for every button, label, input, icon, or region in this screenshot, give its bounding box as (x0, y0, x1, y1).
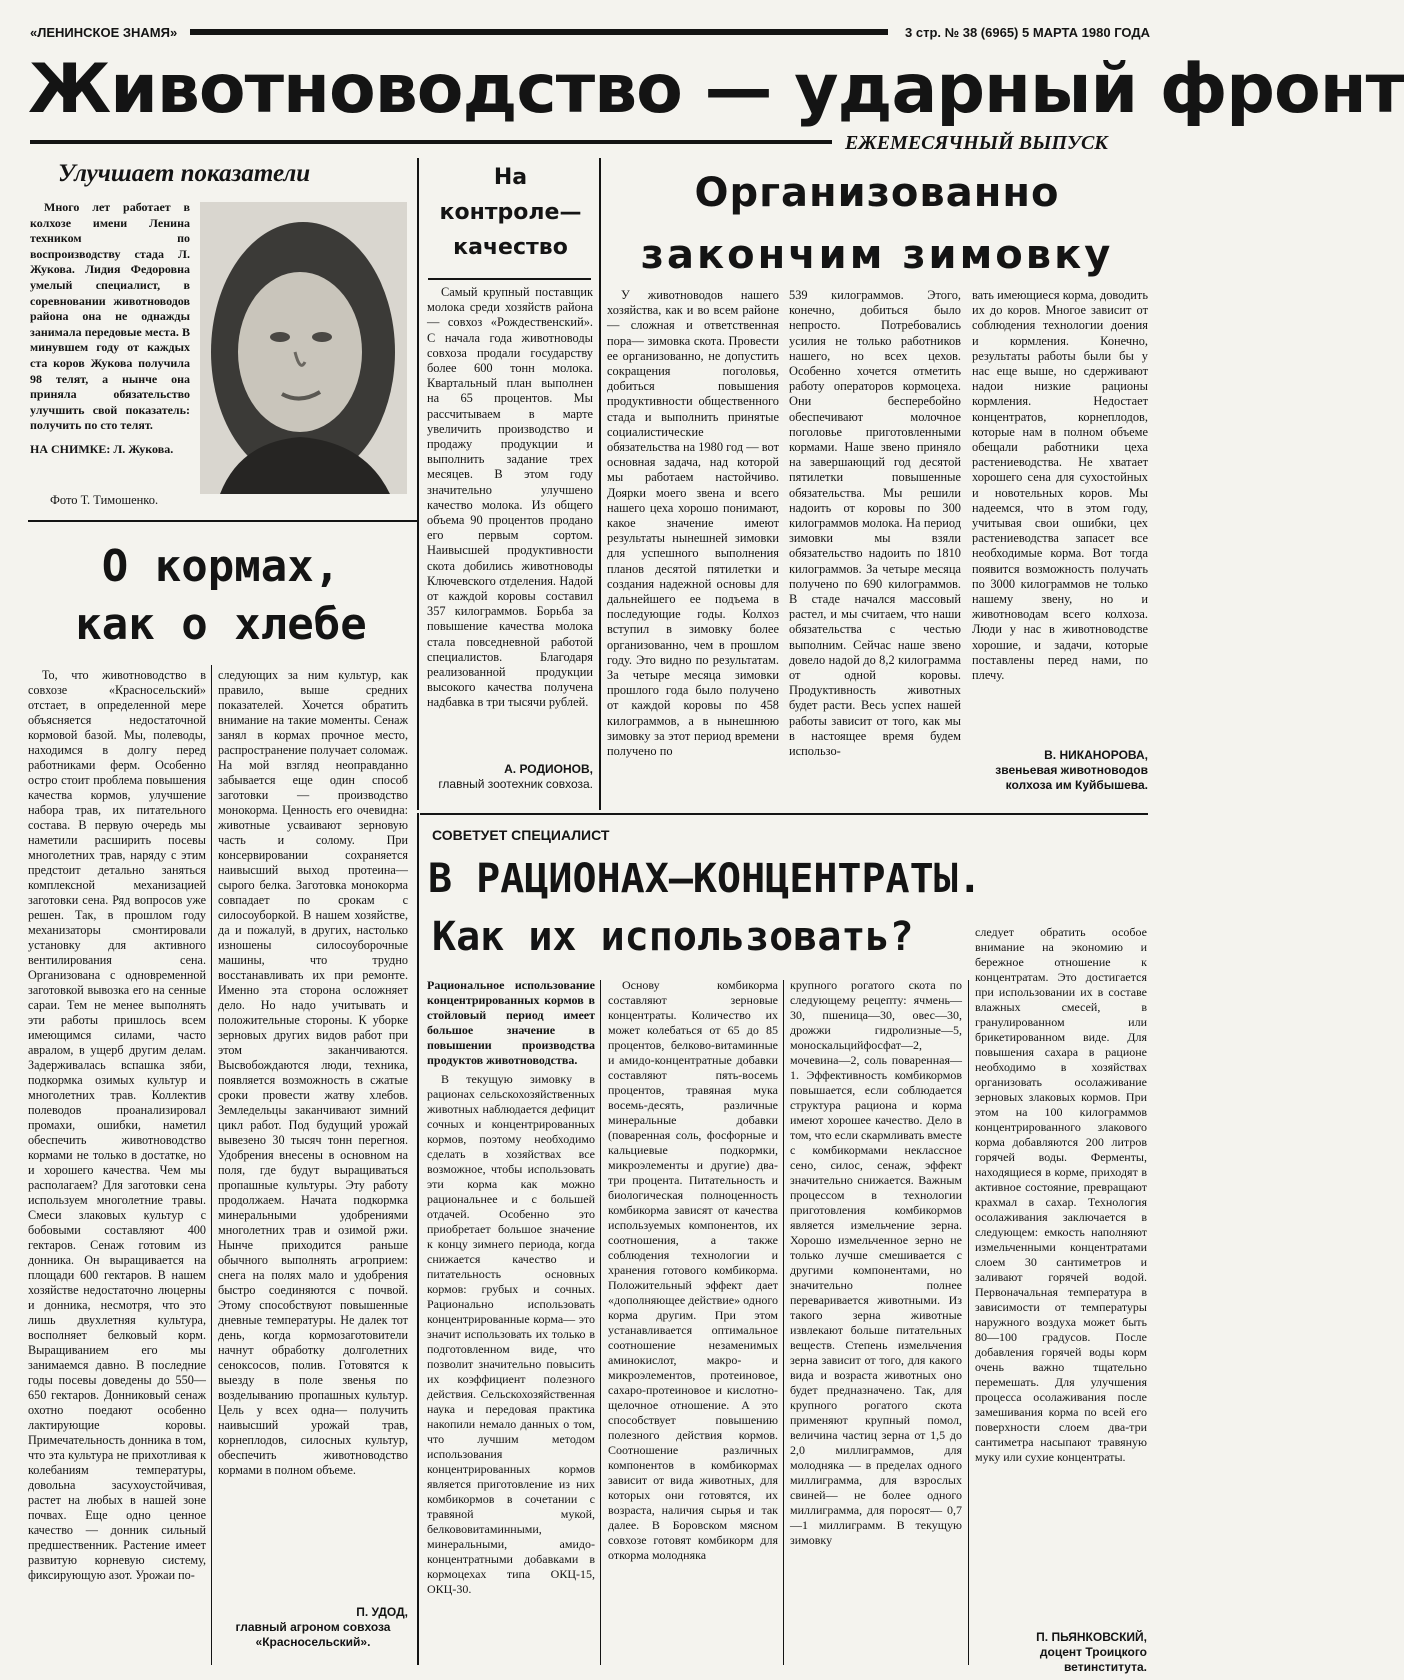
col-divider-4 (417, 813, 419, 1665)
article3-text-2: 539 килограммов. Этого, конечно, добиться было непросто. Потребовались усилия не только работников нашего, но всех цехов. Особенно хочется отметить работу операторов кормоцеха. Они бесперебойно обеспечивают молочное поголовье приготовленными кормами. Наше звено приняло на завершающий год десятой пятилетки повышенные обязательства. Мы решили надоить от коровы по 300 килограммов молока. На период зимовки мы взяли обязательство надоить по 1810 килограммов. За четыре месяца получено по 690 килограммов. В стаде начался массовый растел, и мы считаем, что наши обязательства с честью выполним. Сейчас наше звено довело надой до 8,2 килограмма от одной коровы. Продуктивность животных будет расти. Весь успех нашей работы зависит от того, как мы в настоящее время будем использо- (789, 288, 961, 759)
article2-title-line3: качество (453, 235, 568, 260)
article2-rule (428, 278, 591, 280)
article1-title: Улучшает показатели (58, 160, 311, 187)
monthly-issue-label: ЕЖЕМЕСЯЧНЫЙ ВЫПУСК (845, 132, 1108, 154)
article4-text-2: следующих за ним культур, как правило, выше средних показателей. Хочется обратить внимание на такие моменты. Сенаж занял в кормах прочное место, распространение получает соломаж. На мой взгляд неоправданно забывается еще один способ заготовки — производство монокорма. Ценность его очевидна: животные усваивают зерновую часть и солому. При консервировании сохраняется наивысший выход протеина—сырого белка. Заготовка монокорма совпадает по срокам с силосоуборкой. В нашем хозяйстве, да и пожалуй, в других, настолько изношены силосоуборочные машины, что трудно восстанавливать их при ремонте. Именно эта сторона осложняет дело. Но надо учитывать и положительные стороны. К уборке зерновых других видов работ при этом заканчиваются. Высвобождаются люди, техника, появляется возможность в сжатые сроки провести жатву хлебов. Земледельцы заканчивают зимний цикл работ. Под будущий урожай вывезено 30 тысяч тонн перегноя. Удобрения внесены в основном на поля, где будут выращиваться пропашные культуры. Эту работу продолжаем. Начата подкормка минеральными удобрениями многолетних трав и озимой ржи. Нынче приходится раньше обычного выполнять агроприем: снега на полях мало и удобрения быстро соединяются с почвой. Этому способствуют повышенные дневные температуры. Не далек тот день, когда кормозаготовители начнут обработку долголетних сеноксосов, полив. Готовятся к выезду в поле звенья по возделыванию пропашных культур. Цель у всех одна— получить наивысший урожай трав, корнеплодов, силосных культур, обеспечить животноводство кормами в полном объеме. (218, 668, 408, 1477)
article5-title (428, 850, 988, 966)
article5-signature (975, 1630, 1147, 1675)
col-divider-5 (968, 980, 969, 1665)
article2-author: А. РОДИОНОВ, (504, 762, 593, 776)
article3-signature (972, 748, 1148, 793)
article3-author: В. НИКАНОРОВА, (1044, 748, 1148, 762)
portrait-photo (200, 202, 407, 494)
col-divider-1 (417, 158, 419, 810)
article4-text-1: То, что животноводство в совхозе «Красносельский» отстает, в определенной мере объясняется недостаточной кормовой базой. Мы, полеводы, находимся в долгу перед работниками ферм. Особенно остро стоит проблема повышения качества кормов, улучшение набора трав, их питательного состава. В первую очередь мы наметили расширить посевы многолетних трав, наряду с этим предстоит детально заняться комплексной механизацией заготовки сена. Ряд вопросов уже решен. Так, в прошлом году механизаторы смонтировали установку для активного вентилирования сена. Организована с одновременной заготовкой вывозка его на сенные сараи. Тем не менее выполнять эти работы пришлось всем имеющимся силами, часто авралом, в ущерб другим делам. Задерживалась вспашка зяби, подкормка озимых культур и многолетних трав. Коллектив полеводов проанализировал промахи, ошибки, наметил обеспечить животноводство кормами не только в достатке, но и хорошего качества. Чем мы располагаем? Для заготовки сена используем многолетние травы. Смеси злаковых культур с бобовыми составляют 400 гектаров. Сенаж готовим из донника. Он выращивается на площади 600 гектаров. В нашем хозяйстве недостаточно люцерны и донника, несмотря, что это лишь двухлетняя культура, восполняет белковый корм. Выращиванием его мы занимаемся давно. В последние годы посевы доведены до 550—650 гектаров. Донниковый сенаж охотно поедают особенно лактирующие коровы. Примечательность донника в том, что эта культура не прихотливая к колебаниям температуры, довольна засухоустойчивая, растет на любых в нашей зоне почвах. Еще одно ценное качество — донник сильный предшественник. Растение имеет развитую корневую систему, фиксирующую азот. Урожаи по- (28, 668, 206, 1582)
article2-title (428, 160, 593, 265)
article2-text: Самый крупный поставщик молока среди хозяйств района— совхоз «Рождественский». С начала года животноводы совхоза продали государству более 600 тонн молока. Квартальный план выполнен на 65 процентов. Мы рассчитываем в марте увеличить производство и продажу продукции и выполнить задание трех месяцев. В этом году значительно улучшено качество молока. Из общего объема 90 процентов продано его первым сортом. Наивысшей продуктивности скота добились животноводы Ключевского отделения. Надой от каждой коровы составил 357 килограммов. Борьба за повышение качества молока стала повседневной работой специалистов. Благодаря реализованной продукции высокого качества получена надбавка в три тысячи рублей. (427, 285, 593, 710)
col-divider-7 (783, 980, 784, 1665)
masthead-rule (30, 140, 832, 144)
article2-author-title: главный зоотехник совхоза. (438, 777, 593, 791)
article5-col3 (790, 978, 962, 1663)
newspaper-name: «ЛЕНИНСКОЕ ЗНАМЯ» (30, 25, 178, 40)
article4-title-line2: как о хлебе (75, 599, 367, 650)
article4-title (28, 538, 414, 654)
section-rule-1 (28, 520, 417, 522)
top-line (30, 25, 1150, 39)
article3-col1 (607, 288, 779, 808)
article5-col1 (427, 978, 595, 1663)
article5-text-1: В текущую зимовку в рационах сельскохозяйственных животных наблюдается дефицит сочных и концентрированных кормов, поэтому необходимо сделать в хозяйствах все возможное, чтобы использовать эти корма как можно рациональнее и с большей отдачей. Особенно это приобретает большое значение к концу зимнего периода, когда снижается качество и питательность основных кормов: грубых и сочных. Рационально использовать концентрированные корма— это значит использовать их только в подготовленном виде, что позволит значительно повысить их коэффициент полезного действия. Сельскохозяйственная наука и передовая практика накопили немало данных о том, что лучшим методом использования концентрированных кормов является приготовление из них комбикормов в сочетании с травяной мукой, белкововитаминными, минеральными, амидо-концентратными добавками в кормоцехах типа ОКЦ-15, ОКЦ-30. (427, 1072, 595, 1596)
article4-signature (218, 1605, 408, 1650)
col-divider-2 (599, 158, 601, 810)
top-rule (190, 29, 888, 35)
article5-text-2: Основу комбикорма составляют зерновые концентраты. Количество их может колебаться от 65 до 85 процентов, белково-витаминные и амидо-концентратные добавки составляют пять-восемь процентов, травяная мука восемь-десять, различные минеральные добавки (поваренная соль, фосфорные и кальциевые подкормки, микроэлементы и другие) два-три процента. Питательность и биологическая полноценность комбикорма зависят от качества используемых компонентов, их соотношения, а также соблюдения технологии и хранения готового комбикорма. Положительный эффект дает «дополняющее действие» одного корма другим. При этом устанавливается оптимальное соотношение незаменимых аминокислот, макро- и микроэлементов, протеиновое, сахаро-протеиновое и кислотно-щелочное отношение. А это способствует повышению полезного действия кормов. Соотношение различных компонентов в комбикормах зависит от вида животных, для которых они готовятся, их возраста, наличия сырья и так далее. В Боровском мясном совхозе готовят комбикорм для откорма молодняка (608, 978, 778, 1562)
article3-text-3: вать имеющиеся корма, доводить их до коров. Многое зависит от соблюдения технологии доения и кормления. Конечно, результаты работы были бы у нас еще выше, но сдерживают надои низкие рационы кормления. Недостает концентратов, корнеплодов, которые нам в полном объеме обещали работники цеха растениеводства. Не хватает хорошего сена для сухостойных и новотельных коров. Мы надеемся, что в этом году, учитывая свои ошибки, цех растениеводства запасет все необходимые корма. Вот тогда появится возможность получать по 3000 килограммов не только нашему звену, но и животноводам всего колхоза. Люди у нас в животноводстве хорошие, и задачи, которые поставлены перед нами, по плечу. (972, 288, 1148, 683)
article4-title-line1: О кормах, (101, 541, 341, 592)
col-divider-6 (600, 980, 601, 1665)
portrait-image (200, 202, 407, 494)
article4-col1 (28, 668, 206, 1663)
article3-title (606, 162, 1148, 286)
article3-title-line2: закончим зимовку (640, 232, 1114, 278)
article5-kicker: СОВЕТУЕТ СПЕЦИАЛИСТ (432, 827, 610, 843)
section-rule-2 (420, 813, 1148, 815)
issue-info: 3 стр. № 38 (6965) 5 МАРТА 1980 ГОДА (905, 25, 1150, 40)
article2-title-line1: На (493, 165, 528, 190)
col-divider-3 (211, 665, 212, 1665)
article2-body (427, 285, 593, 760)
article5-author: П. ПЬЯНКОВСКИЙ, (1036, 1630, 1147, 1644)
article3-title-line1: Организованно (694, 170, 1060, 216)
article3-author-title: звеньевая животноводов колхоза им Куйбышева. (995, 763, 1148, 792)
article2-signature (427, 762, 593, 792)
article2-title-line2: контроле— (439, 200, 582, 225)
article3-col2 (789, 288, 961, 808)
article5-col2 (608, 978, 778, 1663)
article5-text-4: следует обратить особое внимание на экономию и бережное отношение к концентратам. Это достигается при использовании их в составе влажных смесей, в гранулированном или брикетированном виде. Для повышения сахара в рационе необходимо в хозяйствах организовать осолаживание зерновых злаковых кормов. При этом на 100 килограммов концентрированного злакового корма добавляются 200 литров горячей воды. Ферменты, находящиеся в корме, приходят в активное состояние, превращают крахмал в сахар. Технология осолаживания заключается в следующем: емкость наполняют измельченными концентратами слоем 30 сантиметров и заливают горячей водой. Первоначальная температура в зависимости от температуры наружного воздуха может быть 80—100 градусов. После добавления горячей воды корм очень важно тщательно перемешать. Для улучшения процесса осолаживания после замешивания корма по всей его поверхности слоем два-три сантиметра насыпают травяную муку или сухие концентраты. (975, 925, 1147, 1464)
article5-col4 (975, 925, 1147, 1625)
article5-author-title: доцент Троицкого ветинститута. (1039, 1645, 1147, 1674)
article5-title-line1: В РАЦИОНАХ—КОНЦЕНТРАТЫ. (428, 856, 982, 902)
article1-text: Много лет работает в колхозе имени Ленина техником по воспроизводству стада Л. Жукова. Лидия Федоровна умелый специалист, в соревновании животноводов района она не однажды занимала передовые места. В минувшем году от каждых ста коров Жукова получила 98 телят, а нынче она приняла обязательство улучшить свой показатель: получить по сто телят. (30, 200, 190, 433)
article5-lead: Рациональное использование концентрированных кормов в стойловый период имеет большое значение в повышении производства продуктов животноводства. (427, 978, 595, 1067)
photo-credit: Фото Т. Тимошенко. (50, 493, 159, 507)
article4-col2 (218, 668, 408, 1598)
article4-author: П. УДОД, (356, 1605, 408, 1619)
article5-text-3: крупного рогатого скота по следующему рецепту: ячмень—30, пшеница—30, овес—30, дрожжи гидролизные—5, моноскальцийфосфат—2, мочевина—2, соль поваренная—1. Эффективность комбикормов повышается, если соблюдается структура рациона и корма имеют хорошее качество. Дело в том, что если скармливать вместе с комбикормами неклассное сено, силос, сенаж, эффект значительно снижается. Важным процессом в технологии приготовления комбикормов является измельчение зерна. Хорошо измельченное зерно не только лучше смешивается с другими компонентами, но значительно полнее переваривается животными. Из такого зерна животные извлекают больше питательных веществ. Степень измельчения зерна зависит от того, для какого вида и возраста животных оно будет предназначено. Так, для крупного рогатого скота применяют крупный помол, величина частиц зерна от 1,5 до 2,0 миллиграммов, для молодняка — в пределах одного миллиграмма, для взрослых свиней— не более одного миллиграмма, для поросят— 0,7—1 миллиграмм. В текущую зимовку (790, 978, 962, 1547)
article4-author-title: главный агроном совхоза «Красносельский». (235, 1620, 391, 1649)
article3-text-1: У животноводов нашего хозяйства, как и во всем районе— сложная и ответственная пора— зимовка скота. Провести ее организованно, не допустить сокращения поголовья, добиться повышения продуктивности общественного стада и выполнить принятые социалистические обязательства на 1980 год — вот основная задача, над которой мы работаем настойчиво. Доярки моего звена и всего нашего цеха хорошо понимают, какое значение имеют результаты нынешней зимовки для успешного выполнения планов десятой пятилетки и создания надежной основы для дальнейшего ее подъема в последующие годы. Колхоз вступил в зимовку более организованно, чем в прошлом году. Это видно по результатам. За четыре месяца зимовки прошлого года было получено от каждой коровы по 458 килограммов, а в нынешнюю зимовку за этот период времени получено по (607, 288, 779, 759)
masthead: Животноводство — ударный фронт (28, 50, 1404, 129)
article3-col3 (972, 288, 1148, 743)
article5-title-line2: Как их использовать? (432, 914, 914, 960)
photo-caption: НА СНИМКЕ: Л. Жукова. (30, 441, 174, 456)
article1-body (30, 200, 190, 456)
